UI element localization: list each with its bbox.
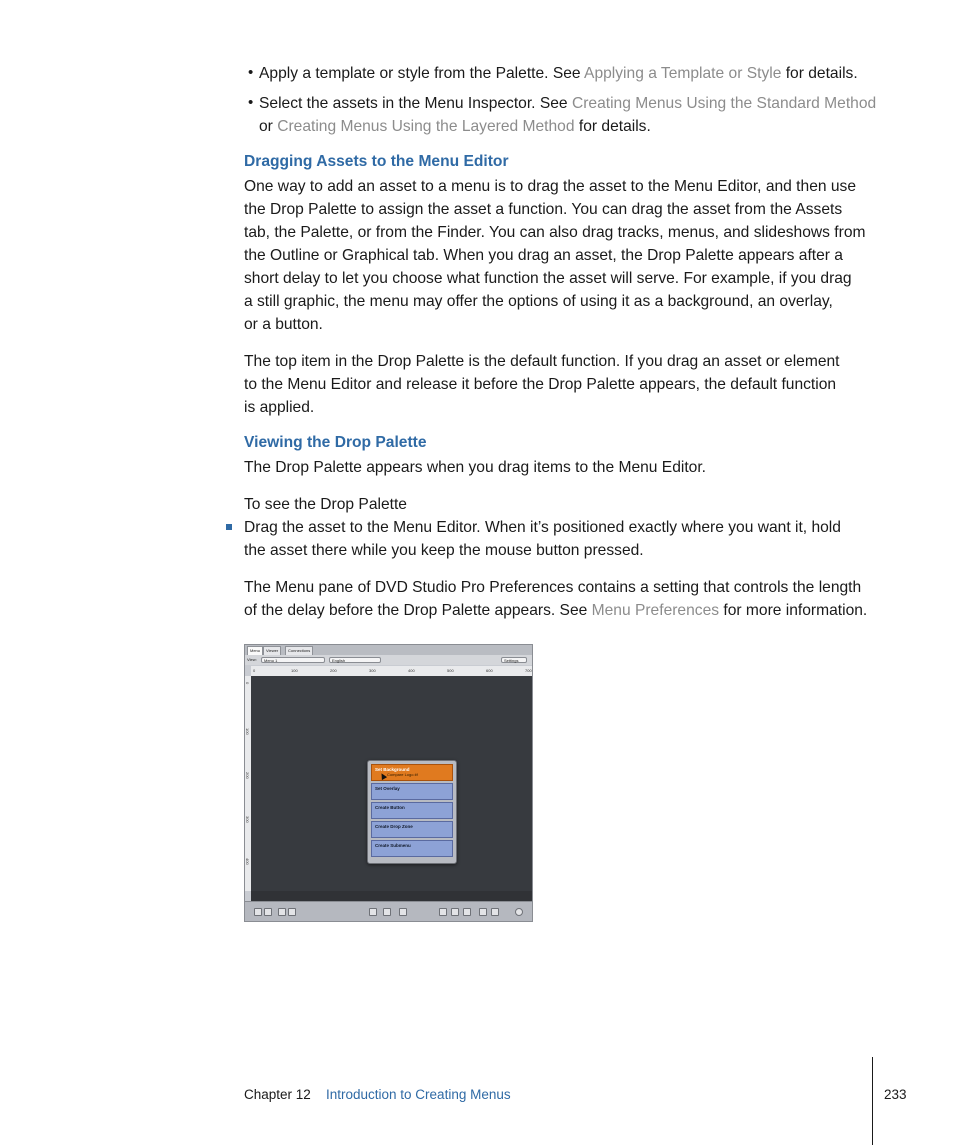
ruler-tick: 400 [245, 858, 250, 865]
add-menu-icon[interactable] [254, 908, 262, 916]
palette-item-asset-name: Compare Logo.tif [387, 772, 418, 777]
drop-palette [367, 760, 457, 864]
paragraph-dragging [244, 175, 884, 336]
settings-popup[interactable]: Settings [501, 657, 527, 663]
link-applying-template[interactable]: Applying a Template or Style [584, 65, 782, 82]
paragraph-text: of the delay before the Drop Palette appears. See [244, 602, 592, 619]
page-number: 233 [884, 1087, 907, 1102]
bullet-item-2 [259, 92, 879, 138]
start-icon[interactable] [515, 908, 523, 916]
paragraph-text: for more information. [719, 602, 868, 619]
palette-item-create-button[interactable]: Create Button [371, 802, 453, 819]
tab-menu[interactable]: Menu [247, 646, 263, 656]
menu-canvas[interactable] [251, 676, 533, 891]
title-safe-icon[interactable] [479, 908, 487, 916]
paragraph-preferences-note [244, 576, 884, 622]
ruler-tick: 0 [245, 682, 250, 685]
horizontal-scrollbar[interactable] [251, 891, 533, 901]
bullet-text: for details. [781, 65, 858, 82]
paragraph-line: short delay to let you choose what function the asset will serve. For example, if you drag [244, 270, 852, 287]
section-heading-viewing: Viewing the Drop Palette [244, 434, 427, 451]
paragraph-line: Drag the asset to the Menu Editor. When it’s positioned exactly where you want it, hold [244, 519, 841, 536]
paragraph-line: the Outline or Graphical tab. When you drag an asset, the Drop Palette appears after a [244, 247, 843, 264]
ruler-tick: 700 [525, 668, 532, 673]
paragraph-line: tab, the Palette, or from the Finder. You can also drag tracks, menus, and slideshows from [244, 224, 866, 241]
paragraph-line: to the Menu Editor and release it before the Drop Palette appears, the default function [244, 376, 837, 393]
language-popup[interactable]: English [329, 657, 381, 663]
bullet-text: Select the assets in the Menu Inspector. See [259, 95, 572, 112]
paragraph-default-function [244, 350, 884, 419]
paragraph-line: The Menu pane of DVD Studio Pro Preferences contains a setting that controls the length [244, 579, 862, 596]
tab-viewer[interactable]: Viewer [263, 646, 281, 656]
palette-item-label: Set Background [375, 767, 410, 772]
paragraph-line: the Drop Palette to assign the asset a function. You can drag the asset from the Assets [244, 201, 843, 218]
ruler-tick: 300 [369, 668, 376, 673]
cursor-arrow-icon [379, 772, 387, 780]
link-layered-method[interactable]: Creating Menus Using the Layered Method [277, 118, 575, 135]
footer-chapter-title[interactable]: Introduction to Creating Menus [326, 1087, 511, 1102]
bullet-text: or [259, 118, 278, 135]
ruler-tick: 0 [253, 668, 256, 673]
palette-item-create-submenu[interactable]: Create Submenu [371, 840, 453, 857]
bullet-dot: • [248, 94, 254, 111]
footer-chapter: Chapter 12 [244, 1087, 311, 1102]
overlay-icon[interactable] [451, 908, 459, 916]
ruler-tick: 400 [408, 668, 415, 673]
task-title: To see the Drop Palette [244, 496, 407, 513]
task-step [244, 516, 884, 562]
guides-icon[interactable] [463, 908, 471, 916]
menu-editor-screenshot [244, 644, 533, 922]
add-layered-menu-icon[interactable] [264, 908, 272, 916]
motion-icon[interactable] [383, 908, 391, 916]
palette-item-set-overlay[interactable]: Set Overlay [371, 783, 453, 800]
ruler-tick: 200 [330, 668, 337, 673]
add-layered-submenu-icon[interactable] [288, 908, 296, 916]
paragraph-line: is applied. [244, 399, 315, 416]
footer-divider [872, 1057, 873, 1145]
simulator-icon[interactable] [369, 908, 377, 916]
view-label: View: [247, 657, 257, 662]
bullet-text: for details. [574, 118, 651, 135]
editor-bottom-toolbar [245, 901, 532, 922]
bullet-text: Apply a template or style from the Palette. See [259, 65, 585, 82]
ruler-tick: 300 [245, 816, 250, 823]
link-standard-method[interactable]: Creating Menus Using the Standard Method [571, 95, 877, 112]
bullet-dot: • [248, 64, 254, 81]
link-menu-preferences[interactable]: Menu Preferences [591, 602, 720, 619]
paragraph-line: the asset there while you keep the mouse button pressed. [244, 542, 644, 559]
section-heading-dragging: Dragging Assets to the Menu Editor [244, 153, 509, 170]
editor-toolbar [245, 655, 532, 665]
tab-connections[interactable]: Connections [285, 646, 313, 656]
paragraph-viewing-intro: The Drop Palette appears when you drag items to the Menu Editor. [244, 459, 707, 476]
ruler-tick: 500 [447, 668, 454, 673]
paragraph-line: a still graphic, the menu may offer the options of using it as a background, an overlay, [244, 293, 833, 310]
paragraph-line: One way to add an asset to a menu is to drag the asset to the Menu Editor, and then use [244, 178, 857, 195]
view-menu-popup[interactable]: Menu 1 [261, 657, 325, 663]
bullet-item-1 [259, 62, 858, 85]
square-bullet-icon [226, 524, 232, 530]
paragraph-line: The top item in the Drop Palette is the default function. If you drag an asset or element [244, 353, 840, 370]
add-submenu-icon[interactable] [278, 908, 286, 916]
ruler-tick: 600 [486, 668, 493, 673]
button-outline-icon[interactable] [439, 908, 447, 916]
action-safe-icon[interactable] [491, 908, 499, 916]
palette-item-create-drop-zone[interactable]: Create Drop Zone [371, 821, 453, 838]
ruler-tick: 100 [245, 728, 250, 735]
ruler-tick: 100 [291, 668, 298, 673]
paragraph-line: or a button. [244, 316, 323, 333]
palette-item-set-background[interactable] [371, 764, 453, 781]
display-icon[interactable] [399, 908, 407, 916]
ruler-tick: 200 [245, 772, 250, 779]
